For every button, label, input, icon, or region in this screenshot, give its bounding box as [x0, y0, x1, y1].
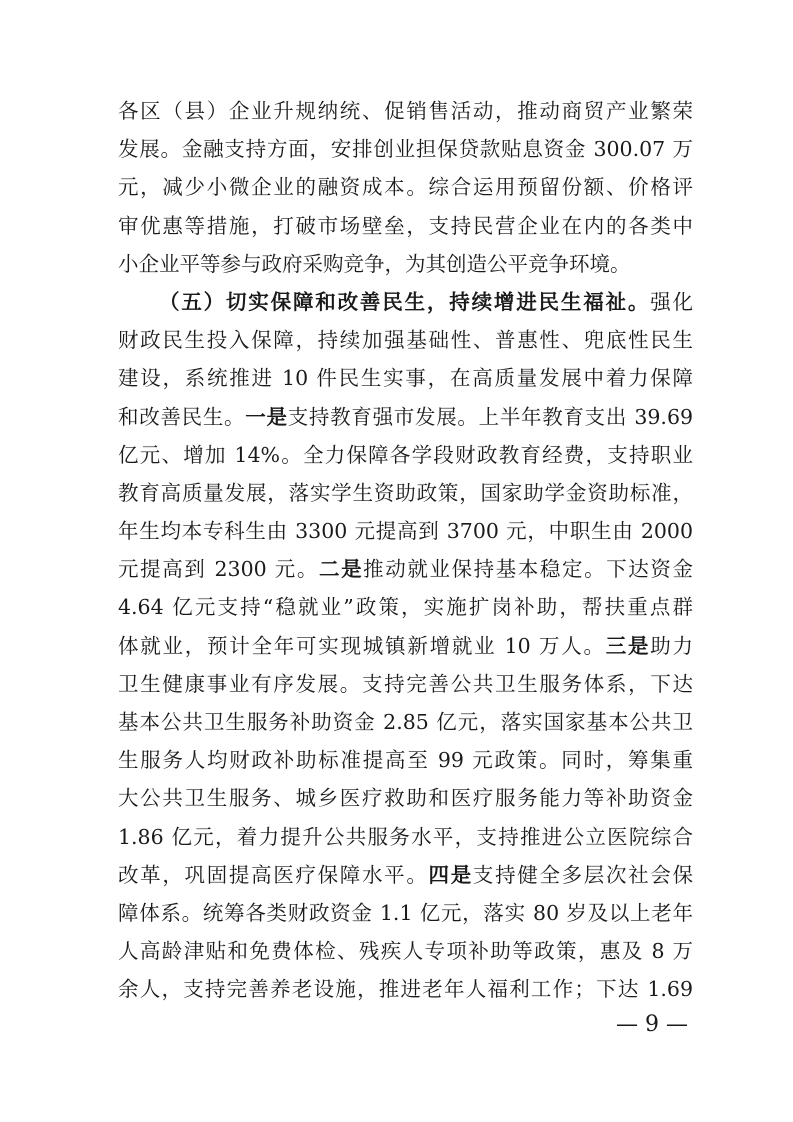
- text-segment: 卫生健康事业有序发展。支持完善公共卫生服务体系，下达: [118, 671, 693, 696]
- text-line: [118, 741, 693, 779]
- text-segment: 支持健全多层次社会保: [472, 862, 693, 887]
- text-line: [118, 207, 693, 245]
- bold-text: （五）切实保障和改善民生，持续增进民生福祉。: [159, 289, 651, 314]
- text-segment: 改革，巩固提高医疗保障水平。: [118, 862, 429, 887]
- bold-text: 三是: [605, 633, 651, 658]
- text-line: [118, 627, 693, 665]
- text-line: [118, 703, 693, 741]
- text-segment: 元提高到 2300 元。: [118, 557, 319, 582]
- bold-text: 二是: [318, 557, 364, 582]
- text-line: [118, 856, 693, 894]
- text-line: [118, 474, 693, 512]
- bold-text: 四是: [428, 862, 473, 887]
- body-text: [118, 92, 693, 1009]
- text-line: [118, 283, 693, 321]
- text-line: [118, 970, 693, 1008]
- text-line: [118, 779, 693, 817]
- text-line: [118, 321, 693, 359]
- text-segment: 发展。金融支持方面，安排创业担保贷款贴息资金 300.07 万: [118, 137, 693, 162]
- text-segment: 年生均本专科生由 3300 元提高到 3700 元，中职生由 2000: [118, 519, 693, 544]
- text-line: [118, 588, 693, 626]
- text-line: [118, 665, 693, 703]
- text-line: [118, 932, 693, 970]
- text-segment: 强化: [650, 289, 693, 314]
- text-line: [118, 245, 693, 283]
- text-line: [118, 894, 693, 932]
- text-segment: 生服务人均财政补助标准提高至 99 元政策。同时，筹集重: [118, 748, 693, 773]
- text-segment: 和改善民生。: [118, 404, 246, 429]
- text-line: [118, 359, 693, 397]
- text-segment: 财政民生投入保障，持续加强基础性、普惠性、兜底性民生: [118, 328, 693, 353]
- text-segment: 1.86 亿元，着力提升公共服务水平，支持推进公立医院综合: [118, 824, 693, 849]
- text-segment: 元，减少小微企业的融资成本。综合运用预留份额、价格评: [118, 175, 693, 200]
- text-segment: 基本公共卫生服务补助资金 2.85 亿元，落实国家基本公共卫: [118, 710, 693, 734]
- text-line: [118, 512, 693, 550]
- text-segment: 助力: [650, 633, 693, 658]
- text-line: [118, 818, 693, 856]
- text-segment: 人高龄津贴和免费体检、残疾人专项补助等政策，惠及 8 万: [118, 939, 693, 964]
- text-segment: 大公共卫生服务、城乡医疗救助和医疗服务能力等补助资金: [118, 786, 693, 811]
- text-segment: 建设，系统推进 10 件民生实事，在高质量发展中着力保障: [118, 366, 693, 391]
- text-segment: 余人，支持完善养老设施，推进老年人福利工作；下达 1.69: [118, 977, 693, 1002]
- text-line: [118, 130, 693, 168]
- text-segment: 亿元、增加 14%。全力保障各学段财政教育经费，支持职业: [118, 442, 693, 467]
- page-number: — 9 —: [616, 1012, 688, 1037]
- text-line: [118, 398, 693, 436]
- text-segment: 教育高质量发展，落实学生资助政策，国家助学金资助标准，: [118, 480, 693, 505]
- text-line: [118, 92, 693, 130]
- text-line: [118, 436, 693, 474]
- text-segment: 各区（县）企业升规纳统、促销售活动，推动商贸产业繁荣: [118, 99, 693, 123]
- text-segment: 审优惠等措施，打破市场壁垒，支持民营企业在内的各类中: [118, 213, 693, 238]
- text-segment: 4.64 亿元支持“稳就业”政策，实施扩岗补助，帮扶重点群: [118, 595, 693, 620]
- text-segment: 支持教育强市发展。上半年教育支出 39.69: [287, 404, 693, 429]
- text-segment: 小企业平等参与政府采购竞争，为其创造公平竞争环境。: [118, 251, 631, 276]
- text-segment: 推动就业保持基本稳定。下达资金: [363, 557, 693, 582]
- text-line: [118, 550, 693, 588]
- text-line: [118, 168, 693, 206]
- text-segment: 障体系。统筹各类财政资金 1.1 亿元，落实 80 岁及以上老年: [118, 900, 693, 925]
- bold-text: 一是: [245, 404, 288, 429]
- text-segment: 体就业，预计全年可实现城镇新增就业 10 万人。: [118, 633, 606, 658]
